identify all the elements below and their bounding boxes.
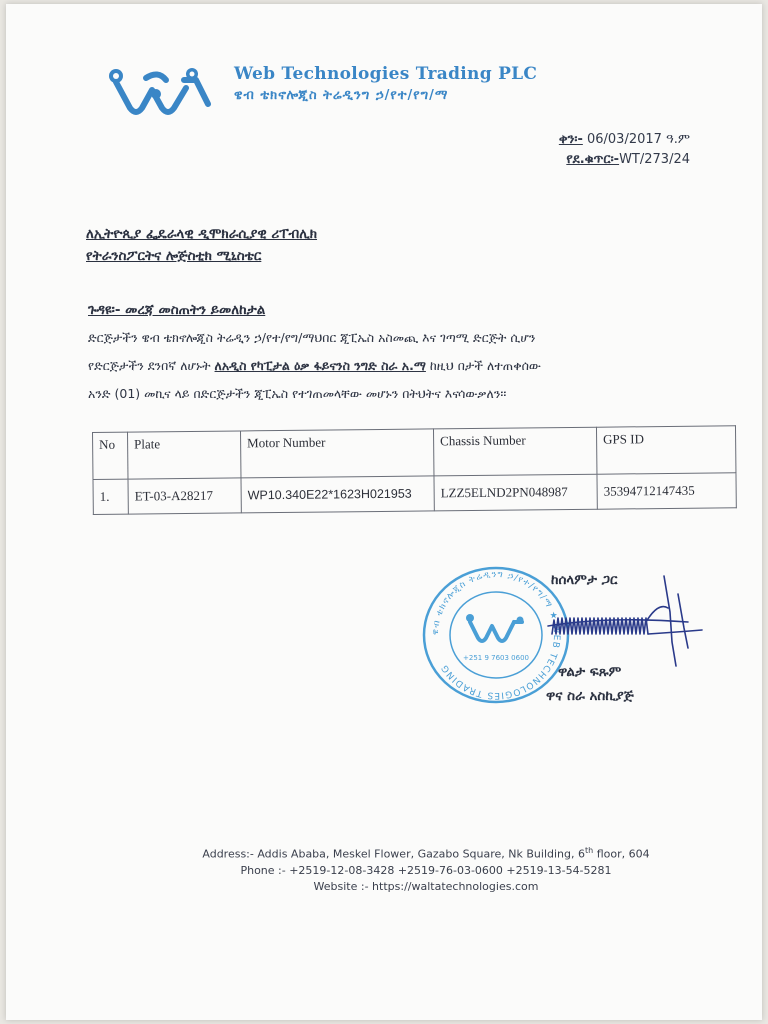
vehicle-table [92,425,737,515]
footer-phone: Phone :- +2519-12-08-3428 +2519-76-03-0600 +2519-13-54-5281 [240,864,612,877]
closing-greeting: ከሰላምታ ጋር [551,572,618,588]
header-gps: GPS ID [596,426,735,474]
company-name-en: Web Technologies Trading PLC [234,64,538,84]
cell-no: 1. [93,479,128,514]
header-plate: Plate [128,431,241,479]
table-row [93,473,736,515]
body-line-3: አንድ (01) መኪና ላይ በድርጅታችን ጂፒኤስ የተገጠመላቸው መሆኑን በትህትና እናሳውቃለን፡፡ [88,386,507,401]
signatory-title: ዋና ስራ አስኪያጅ [546,688,634,704]
reference-value: WT/273/24 [619,152,690,167]
header-motor: Motor Number [240,429,433,478]
reference-line [566,152,690,167]
cell-chassis: LZZ5ELND2PN048987 [434,474,597,511]
subject-line: ጉዳዩ፡- መረጃ መስጠትን ይመለከታል [88,302,266,318]
stamp-ring-text: ዌብ ቴክኖሎጂስ ትሬዲንግ ኃ/የተ/የግ/ማ ★ WEB TECHNOLOGIES TRADING [430,569,562,701]
footer-address [166,846,686,861]
header-no: No [93,432,128,479]
customer-name: ለአዲስ የካፒታል ዕቃ ፋይናንስ ንግድ ስራ አ.ማ [214,358,426,373]
date-line [559,132,690,147]
date-label: ቀን፡- [558,132,583,147]
footer-address-start: Address:- Addis Ababa, Meskel Flower, Gazabo Square, Nk Building, 6 [202,847,585,861]
signatory-name: ዋልታ ፍጹም [558,664,622,680]
body-line-1: ድርጅታችን ዌብ ቴክኖሎጂስ ትሬዲን ኃ/የተ/የግ/ማህበር ጂፒኤስ አስመጪ እና ገጣሚ ድርጅት ሲሆን [88,330,536,345]
body-line-2-end: ከዚህ በታች ለተጠቀሰው [425,358,541,373]
stamp-phone: +251 9 7603 0600 [463,654,529,662]
header-chassis: Chassis Number [433,427,596,476]
addressee-line-2: የትራንስፖርትና ሎጅስቲክ ሚኒስቴር [86,248,262,264]
company-logo-icon [106,64,218,120]
addressee-line-1: ለኢትዮጲያ ፌዴራላዊ ዲሞክራሲያዊ ሪፐብሊክ [86,226,318,242]
footer-address-end: floor, 604 [593,847,650,861]
cell-plate: ET-03-A28217 [128,478,241,514]
reference-label: የደ.ቁጥር፡- [566,152,620,167]
footer-address-sup: th [585,846,594,855]
date-value: 06/03/2017 ዓ.ም [586,132,690,147]
body-line-2 [88,358,541,374]
table-header-row [93,426,736,480]
footer-website: Website :- https://waltatechnologies.com [313,880,539,893]
company-name-am: ዌብ ቴክኖሎጂስ ትሬዲንግ ኃ/የተ/የግ/ማ [234,88,449,103]
cell-motor: WP10.340E22*1623H021953 [241,476,434,513]
body-line-2-start: የድርጅታችን ደንበኛ ለሆኑት [88,358,215,373]
letter-page [6,4,762,1020]
cell-gps: 35394712147435 [597,473,736,509]
